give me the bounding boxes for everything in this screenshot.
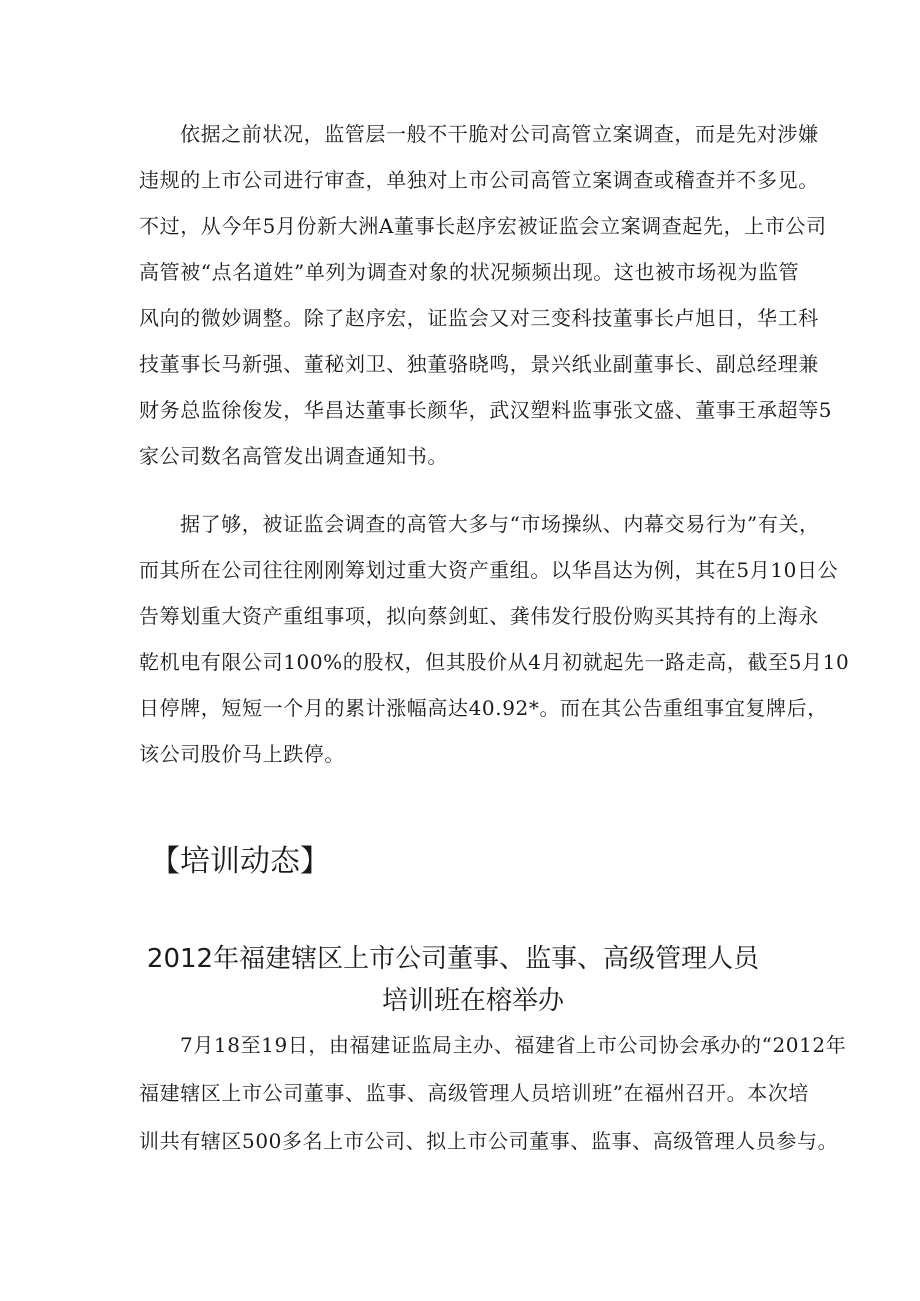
paragraph-line: 不过，从今年5月份新大洲A董事长赵序宏被证监会立案调查起先，上市公司: [139, 214, 827, 238]
section-heading: 【培训动态】: [150, 844, 330, 879]
paragraph-line: 依据之前状况，监管层一般不干脆对公司高管立案调查，而是先对涉嫌: [180, 122, 819, 146]
paragraph-line: 技董事长马新强、董秘刘卫、独董骆晓鸣，景兴纸业副董事长、副总经理兼: [139, 352, 819, 376]
paragraph-line: 乾机电有限公司100%的股权，但其股价从4月初就起先一路走高，截至5月10: [139, 650, 850, 674]
paragraph-line: 财务总监徐俊发，华昌达董事长颜华，武汉塑料监事张文盛、董事王承超等5: [139, 398, 833, 422]
paragraph-line: 违规的上市公司进行审查，单独对上市公司高管立案调查或稽查并不多见。: [139, 168, 819, 192]
paragraph-line: 训共有辖区500多名上市公司、拟上市公司董事、监事、高级管理人员参与。: [139, 1129, 839, 1153]
article-headline: 2012年福建辖区上市公司董事、监事、高级管理人员: [146, 944, 760, 974]
paragraph-line: 日停牌，短短一个月的累计涨幅高达40.92*。而在其公告重组事宜复牌后，: [139, 696, 828, 720]
paragraph-line: 7月18至19日，由福建证监局主办、福建省上市公司协会承办的“2012年: [180, 1033, 847, 1057]
paragraph-line: 告筹划重大资产重组事项，拟向蔡剑虹、龚伟发行股份购买其持有的上海永: [139, 604, 819, 628]
paragraph-line: 据了够，被证监会调查的高管大多与“市场操纵、内幕交易行为”有关，: [180, 512, 820, 536]
paragraph-line: 高管被“点名道姓”单列为调查对象的状况频频出现。这也被市场视为监管: [139, 260, 800, 284]
paragraph-line: 该公司股价马上跌停。: [139, 742, 345, 766]
paragraph-line: 而其所在公司往往刚刚筹划过重大资产重组。以华昌达为例，其在5月10日公: [139, 558, 839, 582]
paragraph-line: 家公司数名高管发出调查通知书。: [139, 444, 448, 468]
article-headline: 培训班在榕举办: [381, 986, 564, 1016]
paragraph-line: 风向的微妙调整。除了赵序宏，证监会又对三变科技董事长卢旭日，华工科: [139, 306, 819, 330]
paragraph-line: 福建辖区上市公司董事、监事、高级管理人员培训班”在福州召开。本次培: [139, 1081, 810, 1105]
